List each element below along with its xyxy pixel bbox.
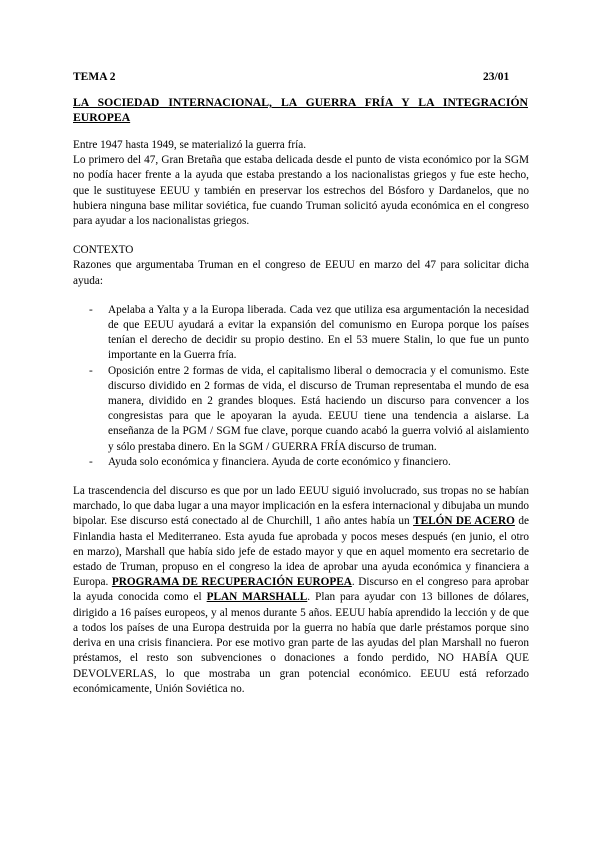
contexto-lead: Razones que argumentaba Truman en el congreso de EEUU en marzo del 47 para solicitar dicha ayuda:: [73, 259, 529, 287]
closing-text-2: de Finlandia hasta el Mediterraneo. Esta ayuda fue aprobada y pocos meses después (en junio, el otro en marzo), Marshall que había sido jefe de estado mayor y que en aquel momento era secretario de estado de Truman, propuso en el congreso la idea de aprobar una ayuda económica y financiera a Europa.: [73, 515, 529, 589]
closing-paragraph: [73, 484, 529, 697]
topic-label: TEMA 2: [73, 71, 116, 83]
bullet-dash: -: [89, 303, 93, 316]
list-item: [73, 303, 529, 364]
page-title: LA SOCIEDAD INTERNACIONAL, LA GUERRA FRÍA Y LA INTEGRACIÓN EUROPEA: [73, 96, 528, 124]
list-item: [73, 364, 529, 455]
closing-text-3: . Discurso en el congreso para aprobar la ayuda conocida como el: [73, 576, 529, 604]
list-item: [73, 455, 529, 470]
reasons-list: [73, 303, 529, 470]
list-item-text: Oposición entre 2 formas de vida, el capitalismo liberal o democracia y el comunismo. Este discurso dividido en 2 formas de vida, el discurso de Truman representaba el mundo de esa manera, dividido en 2 grandes bloques. Está haciendo un discurso para convencer a los congresistas para que le apoyaran la ayuda. EEUU tiene una tendencia a aislarse. La enseñanza de la PGM / SGM fue clave, porque cuando acabó la guerra volvió al aislamiento y sólo prestaba dinero. En la SGM / GUERRA FRÍA discurso de truman.: [108, 364, 529, 453]
spacer: [73, 229, 529, 243]
highlight-telon-de-acero: TELÓN DE ACERO: [413, 515, 515, 528]
spacer: [73, 470, 529, 484]
bullet-dash: -: [89, 455, 93, 468]
spacer: [73, 289, 529, 303]
highlight-plan-marshall: PLAN MARSHALL: [206, 591, 308, 604]
highlight-programa-recuperacion: PROGRAMA DE RECUPERACIÓN EUROPEA: [111, 576, 352, 589]
list-item-text: Apelaba a Yalta y a la Europa liberada. Cada vez que utiliza esa argumentación la necesidad de que EEUU ayudará a evitar la expansión del comunismo en Europa porque los países tenían el derecho de decidir su propio destino. En el 53 muere Stalin, lo que fue un punto importante en la Guerra fría.: [108, 303, 529, 362]
closing-text-4: . Plan para ayudar con 13 billones de dólares, dirigido a 16 países europeos, y al menos durante 5 años. EEUU había aprendido la lección y de que a todos los países de una Europa destruida por la guerra no había que darle préstamos porque sino deriva en una crisis financiera. Por ese motivo gran parte de las ayudas del plan Marshall no fueron préstamos, el resto son subvenciones o donaciones a fondo perdido, NO HABÍA QUE DEVOLVERLAS, lo que mostraba un gran potencial económico. EEUU está reforzado económicamente, Unión Soviética no.: [73, 591, 529, 695]
document-body: [73, 138, 529, 697]
intro-paragraph-2: Lo primero del 47, Gran Bretaña que estaba delicada desde el punto de vista económico por la SGM no podía hacer frente a la ayuda que estaba prestando a los nacionalistas griegos y fue este hecho, que le sustituyese EEUU y también en preservar los estrechos del Bósforo y Dardanelos, que no hubiera ninguna base militar soviética, fue cuando Truman solicitó ayuda económica en el congreso para ayudar a los nacionalistas griegos.: [73, 154, 529, 228]
list-item-text: Ayuda solo económica y financiera. Ayuda de corte económico y financiero.: [108, 455, 451, 468]
bullet-dash: -: [89, 364, 93, 377]
date-label: 23/01: [483, 71, 510, 83]
intro-paragraph-1: Entre 1947 hasta 1949, se materializó la guerra fría.: [73, 139, 307, 151]
closing-text-1: La trascendencia del discurso es que por un lado EEUU siguió involucrado, sus tropas no se habían marchado, lo que daba lugar a una mayor implicación en la esfera internacional y dibujaba un mundo bipolar. Ese discurso está conectado al de Churchill, 1 año antes había un: [73, 485, 529, 528]
section-heading-contexto: CONTEXTO: [73, 244, 134, 257]
